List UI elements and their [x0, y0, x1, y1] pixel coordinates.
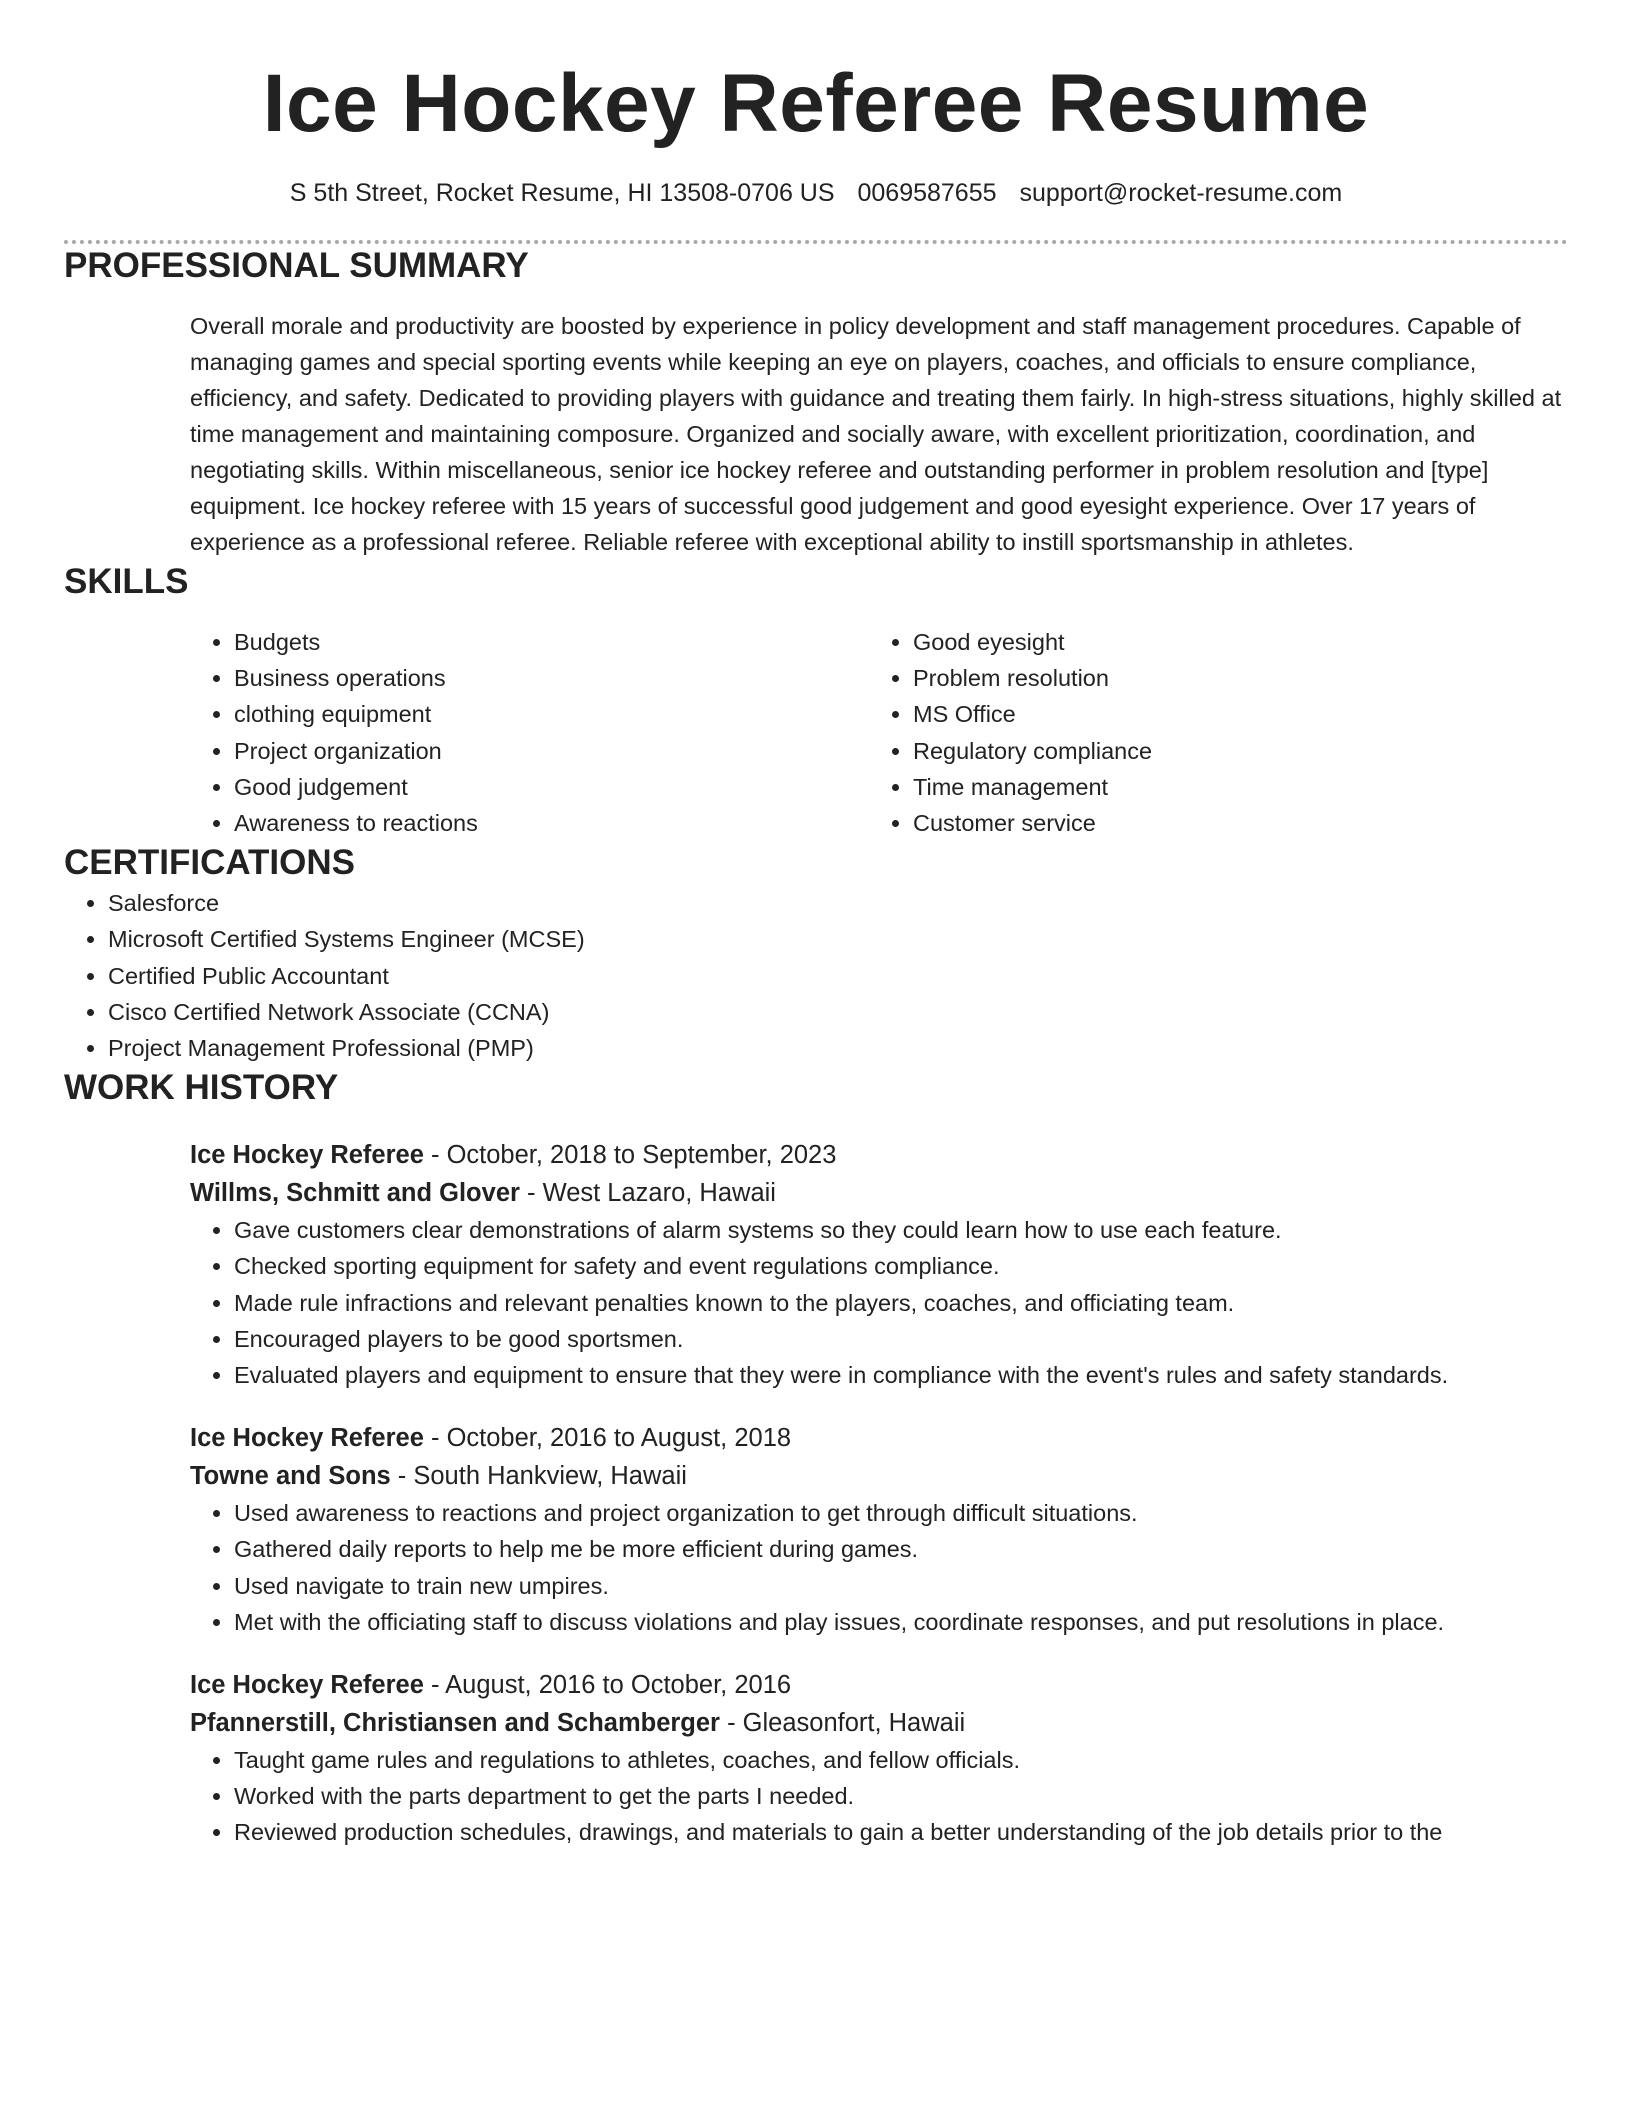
skill-item: • Awareness to reactions: [234, 805, 869, 841]
job-entry: [190, 1136, 1568, 1393]
certifications-heading: CERTIFICATIONS: [64, 843, 356, 883]
job-duty: • Taught game rules and regulations to athletes, coaches, and fellow officials.: [234, 1742, 1568, 1778]
job-location: - South Hankview, Hawaii: [390, 1462, 687, 1491]
skills-list-left: [190, 624, 869, 841]
job-dates: - August, 2016 to October, 2016: [423, 1671, 792, 1700]
job-duty: • Used navigate to train new umpires.: [234, 1568, 1568, 1604]
certification-item: • Certified Public Accountant: [108, 958, 1568, 994]
skill-item: • Problem resolution: [913, 660, 1569, 696]
job-company-line: [190, 1457, 1568, 1495]
job-duty: • Gathered daily reports to help me be more efficient during games.: [234, 1531, 1568, 1567]
skill-item: • clothing equipment: [234, 696, 869, 732]
certification-item: • Salesforce: [108, 885, 1568, 921]
job-location: - Gleasonfort, Hawaii: [719, 1709, 966, 1738]
skills-list-right: [869, 624, 1569, 841]
job-title-line: [190, 1419, 1568, 1457]
job-title: Ice Hockey Referee: [190, 1671, 424, 1700]
certification-item: • Cisco Certified Network Associate (CCNA): [108, 994, 1568, 1030]
job-dates: - October, 2018 to September, 2023: [423, 1141, 837, 1170]
contact-phone: 0069587655: [857, 179, 997, 207]
job-entry: [190, 1419, 1568, 1640]
job-duty: • Met with the officiating staff to discuss violations and play issues, coordinate responses, and put resolutions in place.: [234, 1604, 1568, 1640]
skill-item: • Regulatory compliance: [913, 733, 1569, 769]
job-company-line: [190, 1174, 1568, 1212]
job-duty: • Worked with the parts department to get the parts I needed.: [234, 1778, 1568, 1814]
certifications-list: [64, 885, 1568, 1066]
skill-item: • Time management: [913, 769, 1569, 805]
resume-title: Ice Hockey Referee Resume: [262, 58, 1370, 149]
job-duties: [190, 1495, 1568, 1640]
job-title: Ice Hockey Referee: [190, 1424, 424, 1453]
contact-email[interactable]: support@rocket-resume.com: [1019, 179, 1343, 207]
certification-item: • Microsoft Certified Systems Engineer (MCSE): [108, 921, 1568, 957]
skill-item: • Good judgement: [234, 769, 869, 805]
job-duty: • Used awareness to reactions and project organization to get through difficult situations.: [234, 1495, 1568, 1531]
job-title: Ice Hockey Referee: [190, 1141, 424, 1170]
contact-line: [64, 176, 1568, 210]
job-company: Towne and Sons: [190, 1462, 391, 1491]
summary-text: Overall morale and productivity are boosted by experience in policy development and staff management procedures. Capable of managing games and special sporting events while keeping an eye on players, coaches, and officials to ensure compliance, efficiency, and safety. Dedicated to providing players with guidance and treating them fairly. In high-stress situations, highly skilled at time management and maintaining composure. Organized and socially aware, with excellent prioritization, coordination, and negotiating skills. Within miscellaneous, senior ice hockey referee and outstanding performer in problem resolution and [type] equipment. Ice hockey referee with 15 years of successful good judgement and good eyesight experience. Over 17 years of experience as a professional referee. Reliable referee with exceptional ability to instill sportsmanship in athletes.: [190, 313, 1562, 555]
skill-item: • MS Office: [913, 696, 1569, 732]
job-company: Pfannerstill, Christiansen and Schamberger: [190, 1709, 720, 1738]
job-dates: - October, 2016 to August, 2018: [423, 1424, 792, 1453]
job-duty: • Encouraged players to be good sportsmen.: [234, 1321, 1568, 1357]
certification-item: • Project Management Professional (PMP): [108, 1030, 1568, 1066]
job-duty: • Made rule infractions and relevant penalties known to the players, coaches, and officiating team.: [234, 1285, 1568, 1321]
job-duty: • Evaluated players and equipment to ensure that they were in compliance with the event's rules and safety standards.: [234, 1357, 1568, 1393]
skill-item: • Business operations: [234, 660, 869, 696]
job-duty: • Gave customers clear demonstrations of alarm systems so they could learn how to use each feature.: [234, 1212, 1568, 1248]
skill-item: • Budgets: [234, 624, 869, 660]
job-title-line: [190, 1136, 1568, 1174]
job-company: Willms, Schmitt and Glover: [190, 1179, 520, 1208]
summary-heading: PROFESSIONAL SUMMARY: [64, 246, 529, 285]
skill-item: • Good eyesight: [913, 624, 1569, 660]
skill-item: • Project organization: [234, 733, 869, 769]
job-duty: • Reviewed production schedules, drawings, and materials to gain a better understanding of the job details prior to the: [234, 1814, 1568, 1850]
job-duties: [190, 1212, 1568, 1393]
job-title-line: [190, 1666, 1568, 1704]
job-duty: • Checked sporting equipment for safety and event regulations compliance.: [234, 1248, 1568, 1284]
job-duties: [190, 1742, 1568, 1851]
job-company-line: [190, 1704, 1568, 1742]
skills-grid: [190, 624, 1568, 841]
contact-address: S 5th Street, Rocket Resume, HI 13508-0706 US: [289, 179, 835, 207]
job-location: - West Lazaro, Hawaii: [519, 1179, 776, 1208]
work-history-heading: WORK HISTORY: [64, 1068, 339, 1108]
skills-heading: SKILLS: [64, 562, 189, 601]
resume-page: [64, 0, 1568, 1851]
skill-item: • Customer service: [913, 805, 1569, 841]
job-entry: [190, 1666, 1568, 1851]
